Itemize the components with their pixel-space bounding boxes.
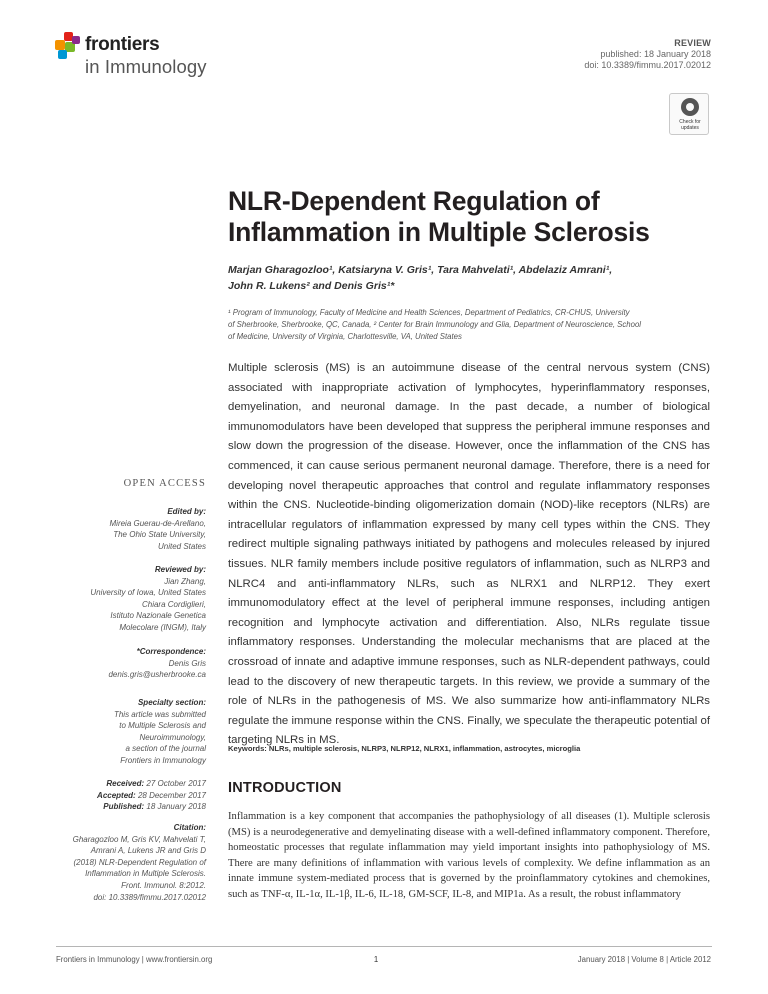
reviewer-line: Molecolare (INGM), Italy xyxy=(119,622,206,632)
reviewer-line: Istituto Nazionale Genetica xyxy=(110,611,206,621)
title-line: Inflammation in Multiple Sclerosis xyxy=(228,217,650,247)
check-updates-line1: Check for xyxy=(679,119,701,125)
correspondence-email[interactable]: denis.gris@usherbrooke.ca xyxy=(108,670,206,680)
edited-by-heading: Edited by: xyxy=(167,507,206,516)
journal-logo xyxy=(55,30,230,82)
logo-brand: frontiers xyxy=(85,34,160,55)
published-value: 18 January 2018 xyxy=(144,802,206,812)
published-date: published: 18 January 2018 xyxy=(600,49,711,59)
accepted-value: 28 December 2017 xyxy=(135,790,206,800)
authors-line[interactable]: Marjan Gharagozloo¹, Katsiaryna V. Gris¹, Tara Mahvelati¹, Abdelaziz Amrani¹, xyxy=(228,264,613,276)
correspondence-name: Denis Gris xyxy=(168,658,206,668)
reviewed-by-section xyxy=(40,564,206,634)
article-title xyxy=(228,186,708,248)
specialty-section xyxy=(40,697,206,767)
open-access-label: OPEN ACCESS xyxy=(123,478,206,489)
logo-journal-name: in Immunology xyxy=(85,56,207,77)
authors-line[interactable]: John R. Lukens² and Denis Gris¹* xyxy=(228,280,395,292)
check-updates-line2: updates xyxy=(681,125,699,131)
reviewer-line: Jian Zhang, xyxy=(164,576,206,586)
article-doi[interactable]: doi: 10.3389/fimmu.2017.02012 xyxy=(584,60,711,70)
edited-by-section xyxy=(40,506,206,552)
reviewer-line: University of Iowa, United States xyxy=(90,588,206,598)
citation-line: Inflammation in Multiple Sclerosis. xyxy=(85,869,206,879)
correspondence-section xyxy=(40,646,206,681)
received-label: Received: xyxy=(106,779,145,788)
footer-rule xyxy=(56,946,712,947)
editor-line: United States xyxy=(157,541,206,551)
affiliations xyxy=(228,307,708,343)
citation-line: Front. Immunol. 8:2012. xyxy=(121,880,206,890)
citation-line: (2018) NLR-Dependent Regulation of xyxy=(73,857,206,867)
citation-line: Amrani A, Lukens JR and Gris D xyxy=(90,846,206,856)
reviewer-line: Chiara Cordiglieri, xyxy=(141,599,206,609)
affiliation-line: of Sherbrooke, Sherbrooke, QC, Canada, ² Center for Brain Immunology and Glia, Department of Neuroscience, School xyxy=(228,320,642,329)
affiliation-line: of Medicine, University of Virginia, Charlottesville, VA, United States xyxy=(228,332,462,341)
specialty-line: Neuroimmunology, xyxy=(139,732,206,742)
specialty-heading: Specialty section: xyxy=(137,698,206,707)
published-label: Published: xyxy=(103,802,145,812)
article-type: REVIEW xyxy=(674,38,711,48)
title-line: NLR-Dependent Regulation of xyxy=(228,186,600,216)
abstract: Multiple sclerosis (MS) is an autoimmune disease of the central nervous system (CNS) associated with inappropriate activation of lymphocytes, hyperinflammatory responses, demyelination, and neuronal damage. In the past decade, a number of biological immunomodulators have been developed that suppress the peripheral immune responses and slow down the progression of the disease. However, once the inflammation of the CNS has commenced, it can cause serious permanent neuronal damage. Therefore, there is a need for developing novel therapeutic approaches that control and regulate inflammatory responses within the CNS. Nucleotide-binding oligomerization domain (NOD)-like receptors (NLRs) are intracellular regulators of inflammation expressed by many cell types within the CNS. They redirect multiple signaling pathways initiated by pathogens and molecules released by injured tissues. NLR family members include positive regulators of inflammation, such as NLRP3 and NLRC4 and anti-inflammatory NLRs, such as NLRX1 and NLRP12. They exert immunomodulatory effect at the level of peripheral immune responses, including antigen recognition and lymphocyte activation and differentiation. Also, NLRs regulate tissue inflammatory responses. Understanding the molecular mechanisms that are placed at the crossroad of innate and adaptive immune responses, such as NLR-dependent pathways, could lead to the discovery of new therapeutic targets. In this review, we provide a summary of the role of NLRs in the pathogenesis of MS. We also summarize how anti-inflammatory NLRs regulate the immune response within the CNS. Finally, we speculate the therapeutic potential of targeting NLRs in MS. xyxy=(228,362,710,747)
specialty-line: This article was submitted xyxy=(113,709,206,719)
footer-issue: January 2018 | Volume 8 | Article 2012 xyxy=(577,955,711,964)
footer-journal[interactable]: Frontiers in Immunology | www.frontiersin.org xyxy=(56,955,213,964)
check-for-updates-button[interactable] xyxy=(669,93,709,135)
affiliation-line: ¹ Program of Immunology, Faculty of Medicine and Health Sciences, Department of Pediatrics, CR-CHUS, University xyxy=(228,308,630,317)
reviewed-by-heading: Reviewed by: xyxy=(154,565,206,574)
accepted-label: Accepted: xyxy=(97,790,136,800)
citation-heading: Citation: xyxy=(173,823,206,832)
received-value: 27 October 2017 xyxy=(144,779,206,788)
keywords: Keywords: NLRs, multiple sclerosis, NLRP3, NLRP12, NLRX1, inflammation, astrocytes, microglia xyxy=(228,744,581,753)
authors xyxy=(228,262,708,294)
specialty-line: a section of the journal xyxy=(125,744,206,754)
dates-section xyxy=(40,778,206,813)
citation-line: Gharagozloo M, Gris KV, Mahvelati T, xyxy=(72,834,206,844)
update-icon xyxy=(681,98,699,116)
intro-heading: INTRODUCTION xyxy=(228,780,342,796)
specialty-line: Frontiers in Immunology xyxy=(120,755,206,765)
correspondence-heading: *Correspondence: xyxy=(136,647,206,656)
citation-line: doi: 10.3389/fimmu.2017.02012 xyxy=(93,892,206,902)
page-number: 1 xyxy=(373,955,379,964)
editor-line: Mireia Guerau-de-Arellano, xyxy=(109,518,206,528)
citation-section xyxy=(40,822,206,903)
frontiers-logo-icon xyxy=(55,32,81,60)
editor-line: The Ohio State University, xyxy=(113,530,206,540)
specialty-line: to Multiple Sclerosis and xyxy=(119,721,206,731)
intro-text: Inflammation is a key component that accompanies the pathophysiology of all diseases (1). Multiple sclerosis (MS) is a neurodegenerative and demyelinating disease with a well-defined inflammatory component. Therefore, homeostatic processes that regulate inflammation may yield important insights into pathophysiology of MS. There are many definitions of inflammation with various levels of complexity. We define inflammation as an innate immune system-mediated process that is governed by the proinflammatory cytokines and chemokines, such as TNF-α, IL-1α, IL-1β, IL-6, IL-18, GM-SCF, IL-8, and MIP1a. As a result, the robust inflammatory xyxy=(228,811,710,900)
